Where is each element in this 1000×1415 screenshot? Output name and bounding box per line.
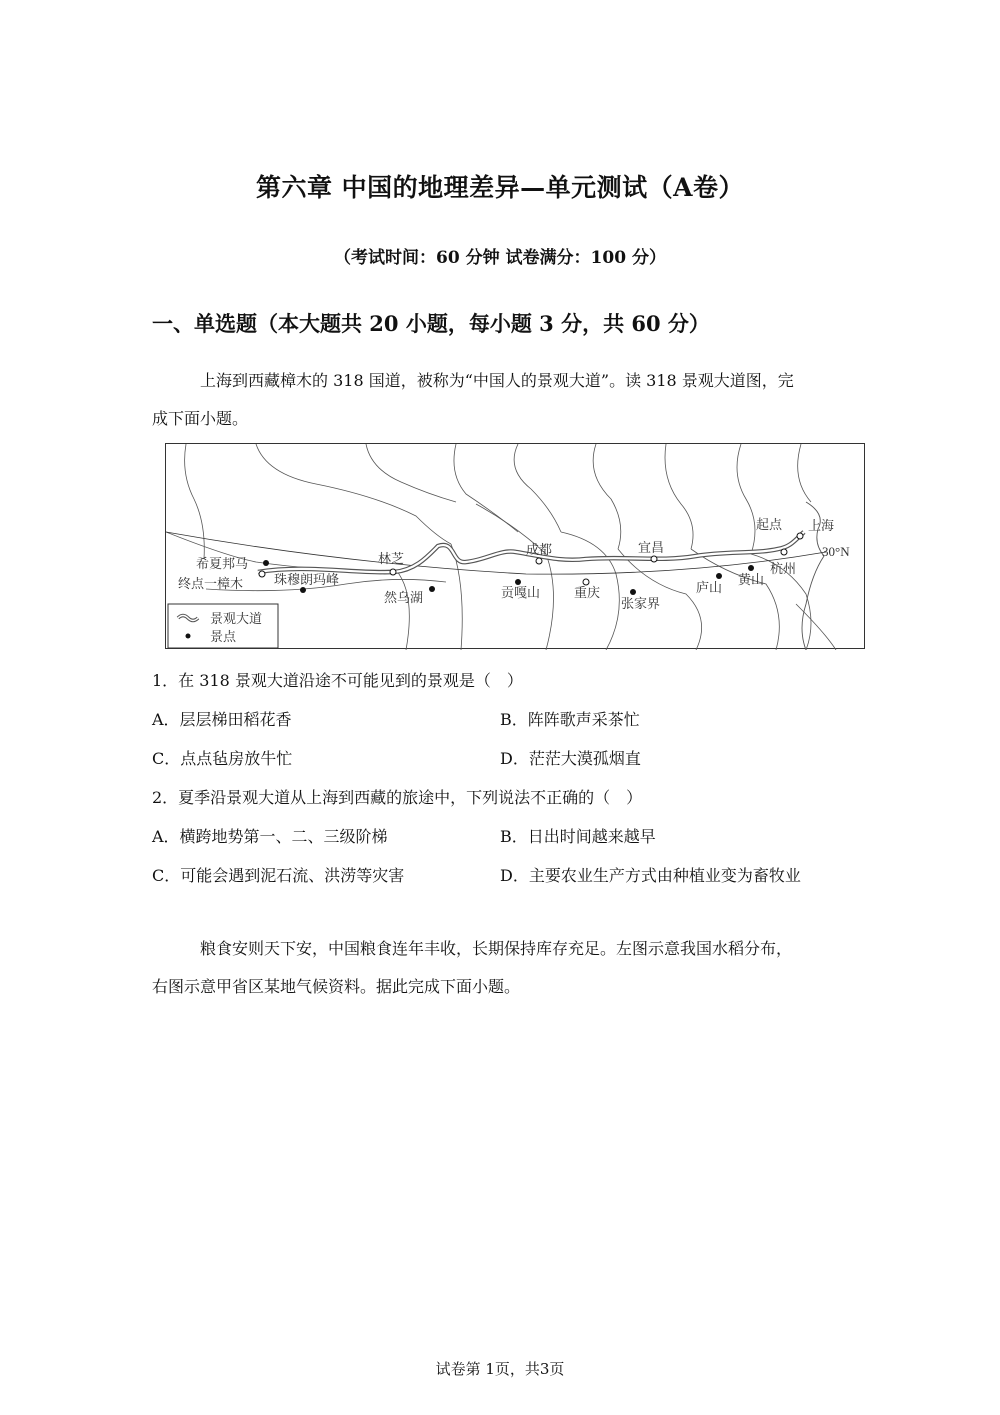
- label-chengdu: 成都: [526, 542, 553, 557]
- material-2-line-2: 右图示意甲省区某地气候资料。据此完成下面小题。: [152, 977, 521, 996]
- label-xixiabangma: 希夏邦马: [196, 556, 249, 571]
- question-2-option-c: C．可能会遇到泥石流、洪涝等灾害: [152, 866, 405, 885]
- exam-title: 第六章 中国的地理差异—单元测试（A卷）: [255, 173, 745, 202]
- city-shanghai: [797, 533, 803, 539]
- label-yichang: 宜昌: [638, 540, 665, 555]
- question-2-stem: 2．夏季沿景观大道从上海到西藏的旅途中，下列说法不正确的（ ）: [152, 788, 643, 807]
- map-legend: [168, 604, 278, 648]
- route-318-map: [165, 443, 865, 649]
- material-1-line-1: 上海到西藏樟木的 318 国道，被称为“中国人的景观大道”。读 318 景观大道图，完: [200, 371, 794, 390]
- spot-lushan: [716, 573, 722, 579]
- city-chengdu: [536, 558, 542, 564]
- label-huangshan: 黄山: [738, 572, 765, 587]
- city-zhangmu: [259, 571, 265, 577]
- question-1-option-d: D．茫茫大漠孤烟直: [500, 749, 641, 768]
- question-2-option-d: D．主要农业生产方式由种植业变为畜牧业: [500, 866, 801, 885]
- label-lushan: 庐山: [696, 580, 723, 595]
- page-footer: 试卷第 1页，共3页: [435, 1360, 565, 1378]
- city-linzhi: [390, 569, 396, 575]
- spot-qomolangma: [300, 587, 306, 593]
- label-ranwu: 然乌湖: [384, 590, 424, 605]
- question-1-option-c: C．点点毡房放牛忙: [152, 749, 293, 768]
- question-2-option-a: A．横跨地势第一、二、三级阶梯: [152, 827, 388, 846]
- section-heading: 一、单选题（本大题共 20 小题，每小题 3 分，共 60 分）: [152, 311, 710, 336]
- exam-subtitle: （考试时间：60 分钟 试卷满分：100 分）: [334, 248, 666, 268]
- legend-route-label: 景观大道: [210, 611, 263, 626]
- city-yichang: [651, 556, 657, 562]
- label-gongga: 贡嘎山: [501, 585, 541, 600]
- label-qidian: 起点: [756, 517, 783, 532]
- label-shanghai: 上海: [808, 518, 835, 533]
- material-2: [152, 930, 852, 1006]
- material-1: [152, 362, 852, 438]
- label-30n: 30°N: [822, 544, 850, 559]
- spot-huangshan: [748, 565, 754, 571]
- question-1-option-a: A．层层梯田稻花香: [152, 710, 292, 729]
- question-1-option-b: B．阵阵歌声采茶忙: [500, 710, 640, 729]
- legend-spot-label: 景点: [210, 629, 237, 644]
- question-2-option-b: B．日出时间越来越早: [500, 827, 656, 846]
- city-hangzhou: [781, 549, 787, 555]
- label-zhangjiajie: 张家界: [621, 596, 661, 611]
- spot-xixiabangma: [263, 560, 269, 566]
- label-linzhi: 林芝: [378, 551, 405, 566]
- label-hangzhou: 杭州: [770, 561, 797, 576]
- material-2-line-1: 粮食安则天下安，中国粮食连年丰收，长期保持库存充足。左图示意我国水稻分布，: [200, 939, 793, 958]
- label-chongqing: 重庆: [574, 585, 601, 600]
- spot-zhangjiajie: [630, 589, 636, 595]
- label-zhangmu: 终点一樟木: [178, 576, 244, 591]
- material-1-line-2: 成下面小题。: [152, 409, 249, 428]
- map-svg: [166, 444, 866, 650]
- spot-ranwu: [429, 586, 435, 592]
- label-qomolangma: 珠穆朗玛峰: [274, 572, 340, 587]
- question-1-stem: 1．在 318 景观大道沿途不可能见到的景观是（ ）: [152, 671, 523, 690]
